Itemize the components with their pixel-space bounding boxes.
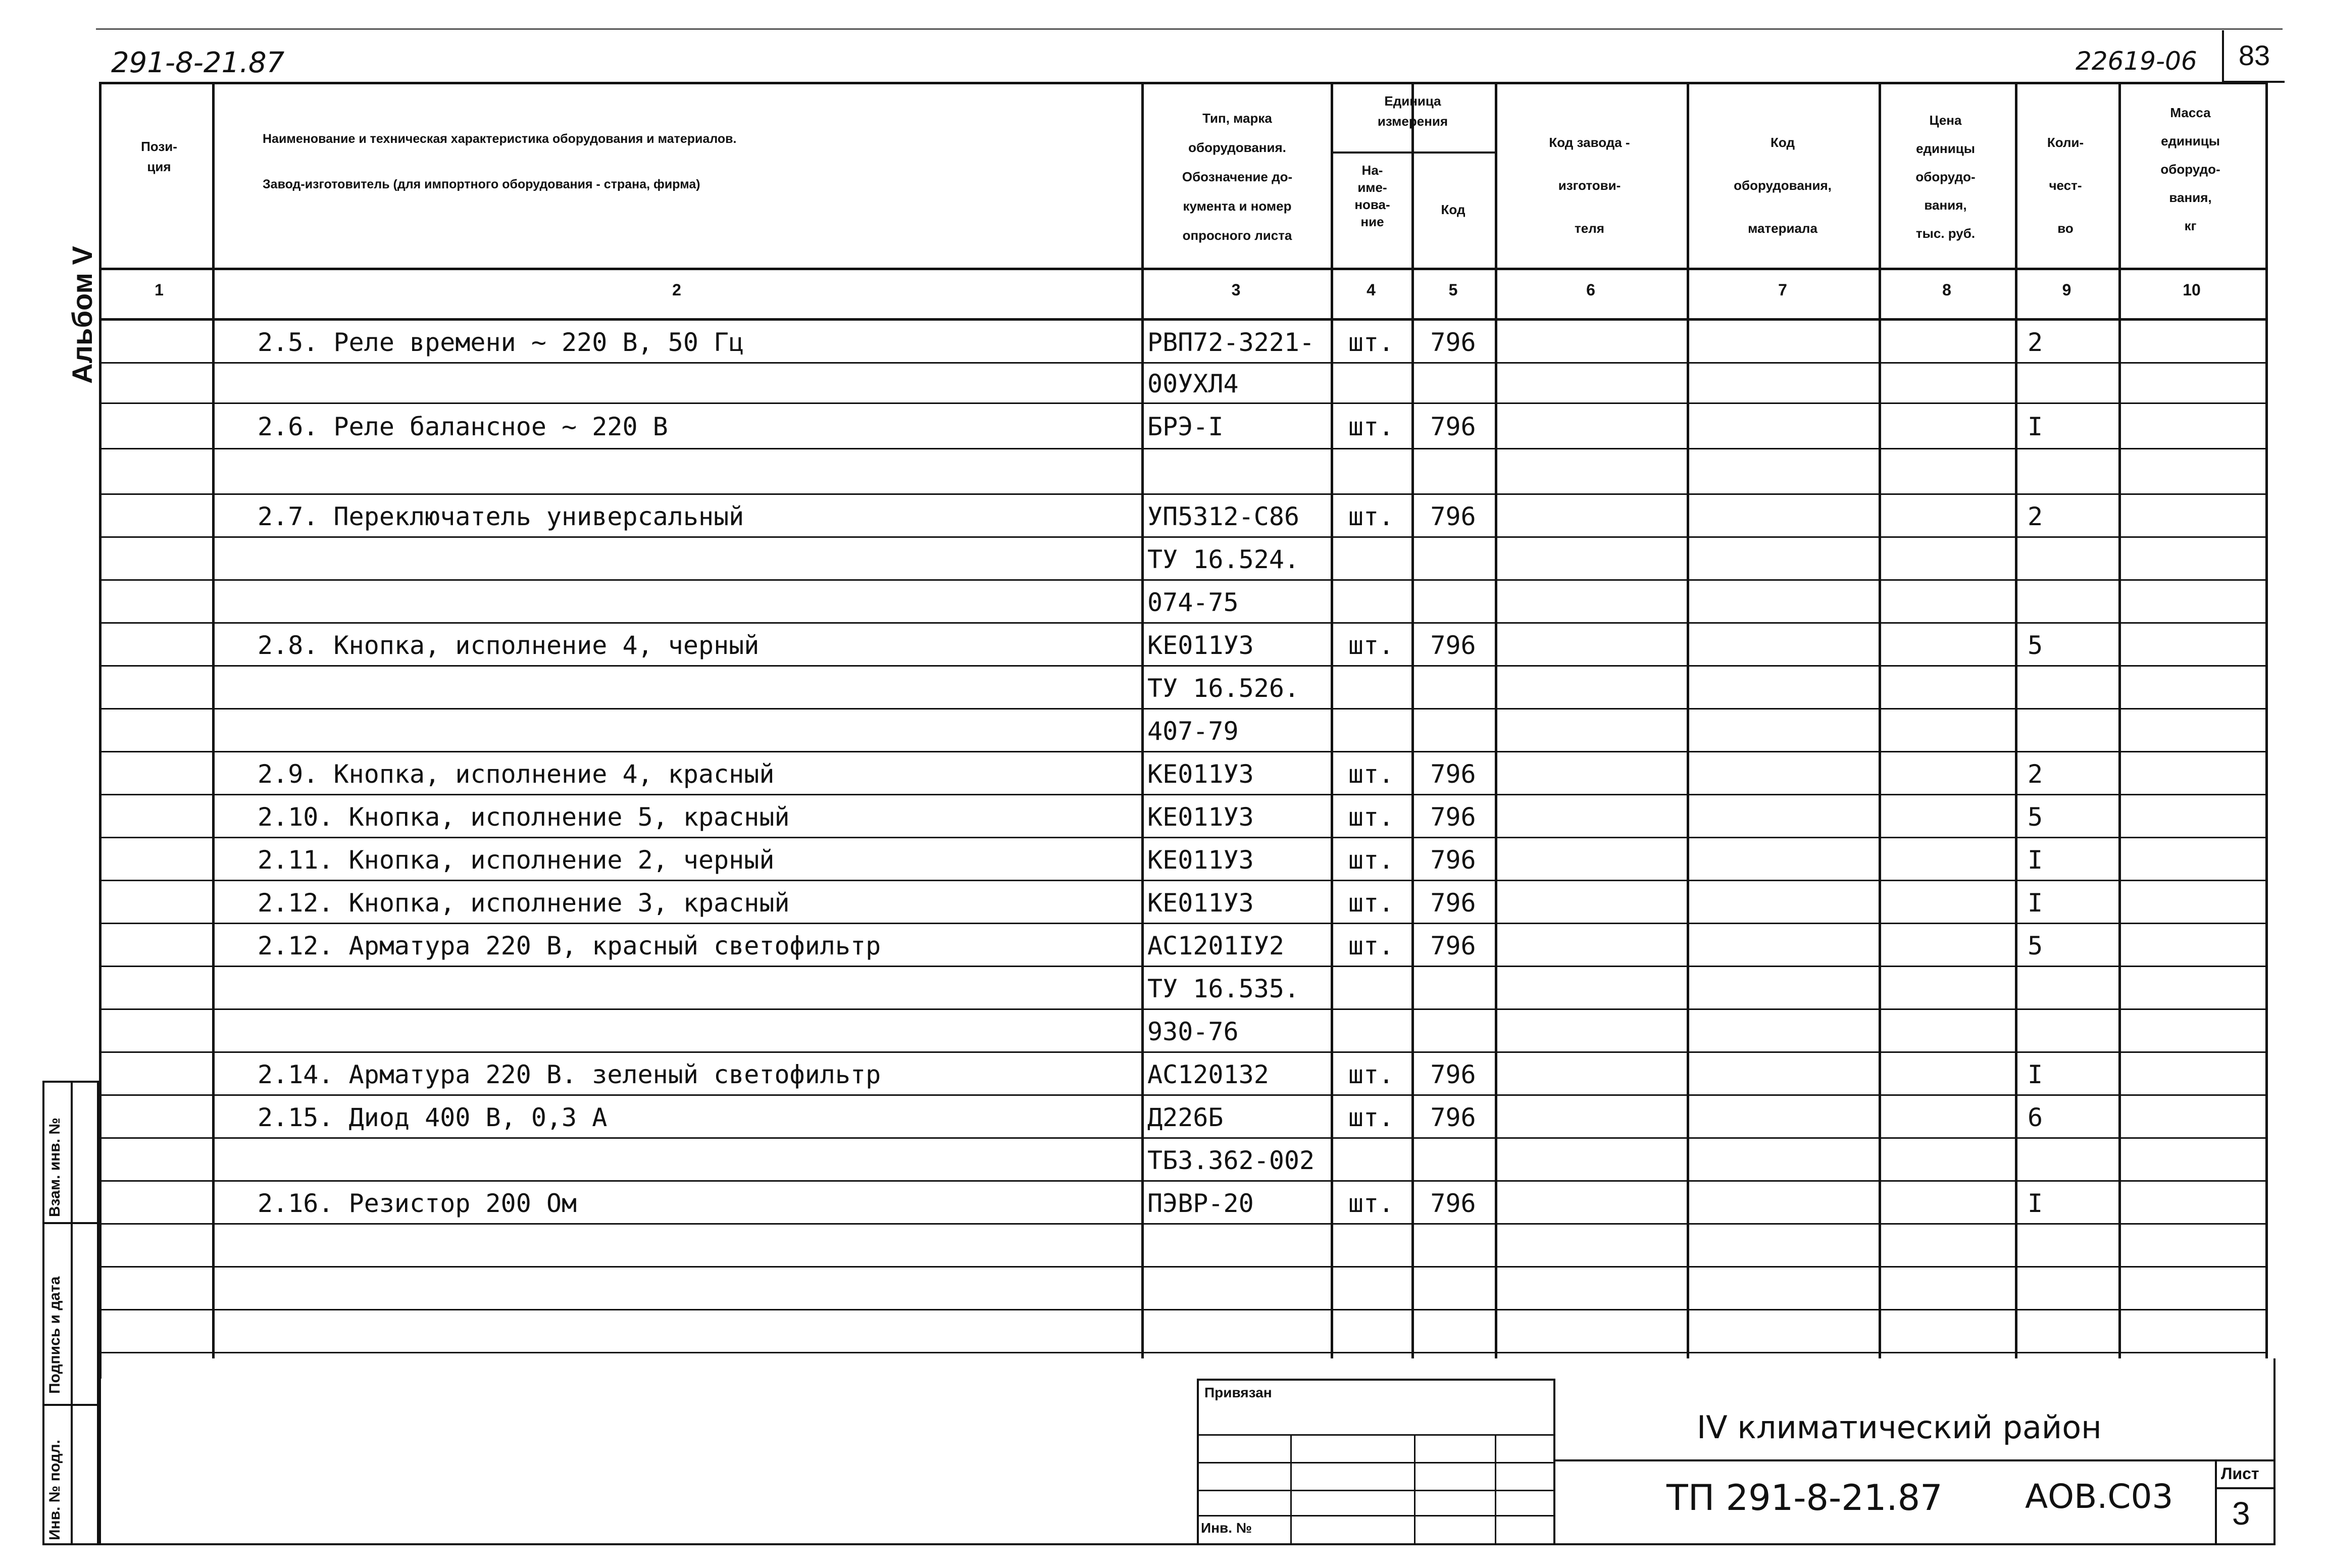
header-price: Цена единицы оборудо- вания, тыс. руб. [1915,113,1976,241]
column-number: 9 [2062,281,2071,299]
top-right-code: 22619-06 [2076,46,2197,76]
row-type: КЕ011У3 [1147,888,1254,918]
row-quantity: I [2027,888,2043,918]
row-unit: шт. [1348,631,1394,660]
title-block-frame [99,1358,2276,1545]
privyazan-label: Привязан [1204,1385,1272,1400]
page-number: 83 [2238,39,2270,71]
row-unit-code: 796 [1430,328,1476,357]
row-unit: шт. [1348,888,1394,918]
header-factory-code: Код завода - изготови- теля [1549,135,1630,236]
table-right-border [2265,82,2268,1358]
row-unit: шт. [1348,328,1394,357]
row-name: 2.12. Арматура 220 В, красный светофильтр [258,931,881,960]
sheet-label: Лист [2221,1464,2259,1483]
row-type: КЕ011У3 [1147,845,1254,875]
row-quantity: 5 [2027,931,2043,960]
row-unit: шт. [1348,760,1394,789]
header-equipment-code: Код оборудования, материала [1734,135,1832,236]
row-name: 2.14. Арматура 220 В. зеленый светофильтр [258,1060,881,1089]
table-row [99,710,2265,752]
table-row [99,924,2265,967]
row-unit-code: 796 [1430,802,1476,832]
sheet-code: АОВ.С03 [2025,1477,2173,1516]
row-unit: шт. [1348,1060,1394,1089]
row-quantity: I [2027,1189,2043,1218]
table-row [99,1010,2265,1053]
row-unit-code: 796 [1430,760,1476,789]
row-unit-code: 796 [1430,845,1476,875]
column-number: 3 [1231,281,1241,299]
row-quantity: I [2027,1060,2043,1089]
row-name: 2.11. Кнопка, исполнение 2, черный [258,845,775,875]
table-row [99,838,2265,881]
row-type: АС120132 [1147,1060,1269,1089]
header-type: Тип, марка оборудования. Обозначение до- кумента и номер опросного листа [1182,111,1293,243]
page-number-box [2222,30,2285,83]
row-unit-code: 796 [1430,888,1476,918]
row-name: 2.9. Кнопка, исполнение 4, красный [258,760,775,789]
table-row [99,624,2265,667]
row-quantity: 6 [2027,1103,2043,1132]
row-type: ТУ 16.535. [1147,974,1300,1003]
table-top-border [99,82,2265,84]
row-unit-code: 796 [1430,412,1476,441]
column-number: 2 [672,281,681,299]
row-name: 2.12. Кнопка, исполнение 3, красный [258,888,790,918]
row-type: АС1201IУ2 [1147,931,1284,960]
header-quantity: Коли- чест- во [2047,135,2084,236]
row-unit-code: 796 [1430,631,1476,660]
row-unit: шт. [1348,1189,1394,1218]
column-number: 4 [1367,281,1376,299]
table-row [99,364,2265,404]
row-quantity: 5 [2027,802,2043,832]
row-quantity: 2 [2027,760,2043,789]
top-left-code: 291-8-21.87 [111,46,285,79]
table-row [99,1053,2265,1096]
header-unit-code: Код [1441,202,1465,217]
column-number: 10 [2183,281,2201,299]
table-row [99,1096,2265,1139]
side-stamp-vzam: Взам. инв. № [46,1118,63,1217]
table-row [99,404,2265,449]
header-mass: Масса единицы оборудо- вания, кг [2160,105,2220,233]
row-unit-code: 796 [1430,931,1476,960]
sheet-number: 3 [2232,1495,2250,1532]
row-quantity: I [2027,845,2043,875]
row-unit-code: 796 [1430,1060,1476,1089]
row-type: Д226Б [1147,1103,1224,1132]
header-unit-name: На- име- нова- ние [1354,163,1390,229]
column-number: 1 [155,281,164,299]
row-type: ТУ 16.526. [1147,674,1300,703]
row-type: ПЭВР-20 [1147,1189,1254,1218]
row-unit-code: 796 [1430,502,1476,531]
row-unit: шт. [1348,931,1394,960]
column-number: 6 [1586,281,1595,299]
row-type: КЕ011У3 [1147,631,1254,660]
row-quantity: I [2027,412,2043,441]
table-row [99,581,2265,624]
header-bottom-line [99,268,2265,270]
table-row [99,1182,2265,1225]
row-type: 074-75 [1147,588,1239,617]
column-number: 5 [1448,281,1458,299]
row-name: 2.16. Резистор 200 Ом [258,1189,577,1218]
row-unit-code: 796 [1430,1189,1476,1218]
row-unit-code: 796 [1430,1103,1476,1132]
row-quantity: 2 [2027,502,2043,531]
row-name: 2.5. Реле времени ~ 220 В, 50 Гц [258,328,744,357]
table-row [99,752,2265,795]
row-type: 407-79 [1147,717,1239,746]
header-position: Пози- ция [141,139,177,174]
table-row [99,449,2265,495]
row-type: ТБ3.362-002 [1147,1146,1315,1175]
table-row [99,795,2265,838]
table-row [99,495,2265,538]
table-row [99,538,2265,581]
inv-no-label: Инв. № [1201,1520,1252,1536]
row-unit: шт. [1348,845,1394,875]
row-type: БРЭ-I [1147,412,1224,441]
column-number: 8 [1942,281,1951,299]
row-name: 2.15. Диод 400 В, 0,3 А [258,1103,608,1132]
row-type: КЕ011У3 [1147,802,1254,832]
table-row [99,667,2265,710]
row-unit: шт. [1348,412,1394,441]
top-guide-line [96,28,2283,30]
climate-region: IV климатический район [1697,1409,2102,1446]
table-row [99,967,2265,1010]
side-stamp-inv-orig: Инв. № подл. [46,1439,63,1540]
row-name: 2.7. Переключатель универсальный [258,502,744,531]
row-unit: шт. [1348,802,1394,832]
side-stamp-sign-date: Подпись и дата [46,1276,63,1394]
table-row [99,1268,2265,1310]
row-type: УП5312-С86 [1147,502,1300,531]
table-row [99,881,2265,924]
table-row [99,1310,2265,1353]
row-type: 930-76 [1147,1017,1239,1046]
header-name: Наименование и техническая характеристика оборудования и материалов. Завод-изготовитель (для импортного оборудования - страна, фирма) [263,132,737,191]
row-quantity: 5 [2027,631,2043,660]
document-code: ТП 291-8-21.87 [1666,1477,1943,1519]
row-type: 00УХЛ4 [1147,369,1239,398]
row-type: РВП72-3221- [1147,328,1315,357]
row-type: КЕ011У3 [1147,760,1254,789]
table-row [99,1225,2265,1268]
row-type: ТУ 16.524. [1147,545,1300,574]
column-number: 7 [1778,281,1787,299]
row-name: 2.8. Кнопка, исполнение 4, черный [258,631,760,660]
row-name: 2.10. Кнопка, исполнение 5, красный [258,802,790,832]
album-label: Альбом V [66,246,98,384]
header-unit-group: Единица измерения [1377,93,1448,129]
table-row [99,1139,2265,1182]
row-name: 2.6. Реле балансное ~ 220 В [258,412,668,441]
row-unit: шт. [1348,502,1394,531]
table-row [99,321,2265,364]
row-unit: шт. [1348,1103,1394,1132]
row-quantity: 2 [2027,328,2043,357]
